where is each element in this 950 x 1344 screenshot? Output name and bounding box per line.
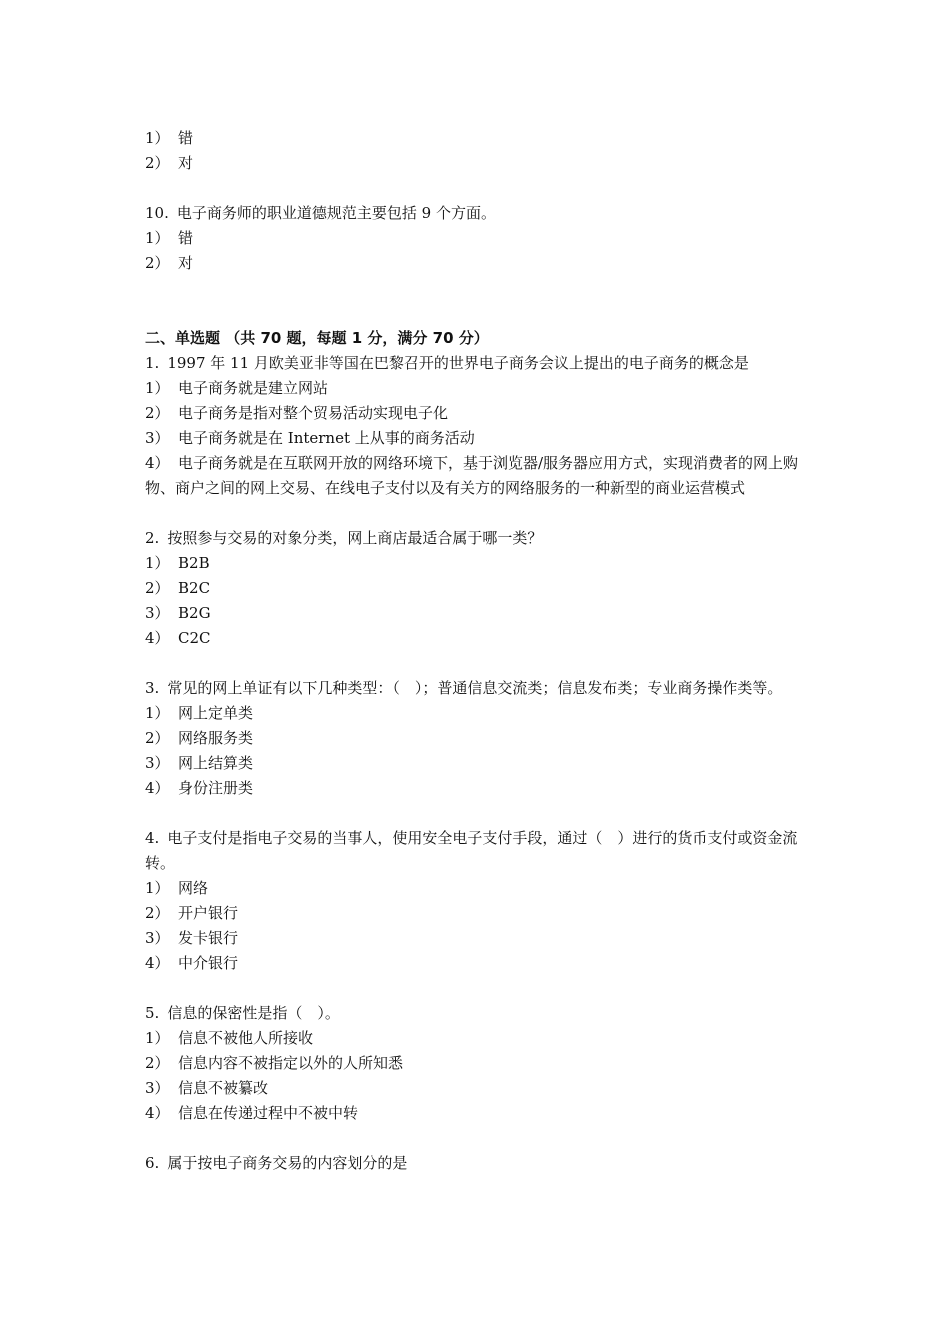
option-item [145,926,810,951]
question-5 [145,1001,810,1126]
document-page [145,126,810,1176]
option-number: 4） [145,954,170,972]
question-text: 1997 年 11 月欧美亚非等国在巴黎召开的世界电子商务会议上提出的电子商务的概念是 [167,354,749,372]
option-text: 对 [178,154,194,172]
question-number: 3. [145,679,160,697]
option-number: 1） [145,554,170,572]
option-number: 2） [145,729,170,747]
question-number: 6. [145,1154,160,1172]
option-number: 3） [145,754,170,772]
option-item [145,151,810,176]
option-text: 信息不被他人所接收 [178,1029,314,1047]
question-text: 常见的网上单证有以下几种类型：（ ）；普通信息交流类；信息发布类；专业商务操作类等。 [167,679,783,697]
option-number: 2） [145,404,170,422]
question-number: 2. [145,529,160,547]
option-text: 对 [178,254,194,272]
question-stem [145,1151,810,1176]
question-text: 电子商务师的职业道德规范主要包括 9 个方面。 [176,204,496,222]
question-number: 10. [145,204,169,222]
option-text: 开户银行 [178,904,239,922]
option-item [145,1026,810,1051]
question-4 [145,826,810,976]
option-text: 电子商务就是建立网站 [178,379,329,397]
option-text: 发卡银行 [178,929,239,947]
option-item [145,576,810,601]
option-number: 2） [145,154,170,172]
option-text: 网络 [178,879,209,897]
question-stem [145,201,810,226]
option-text: B2C [178,579,211,597]
option-number: 1） [145,879,170,897]
option-text: 电子商务是指对整个贸易活动实现电子化 [178,404,449,422]
option-item [145,701,810,726]
option-text: 身份注册类 [178,779,254,797]
option-item [145,226,810,251]
option-text: 错 [178,129,194,147]
option-number: 1） [145,704,170,722]
question-text: 信息的保密性是指（ ）。 [167,1004,340,1022]
spacer [145,976,810,1001]
option-number: 2） [145,254,170,272]
option-item [145,251,810,276]
option-text: C2C [178,629,211,647]
option-item [145,551,810,576]
option-text: 网络服务类 [178,729,254,747]
option-number: 3） [145,604,170,622]
spacer [145,801,810,826]
question-text: 属于按电子商务交易的内容划分的是 [167,1154,408,1172]
option-number: 2） [145,904,170,922]
option-item [145,401,810,426]
option-item [145,1101,810,1126]
question-stem [145,826,810,876]
question-number: 1. [145,354,160,372]
option-text: 网上定单类 [178,704,254,722]
option-item [145,126,810,151]
question-text: 按照参与交易的对象分类，网上商店最适合属于哪一类？ [167,529,543,547]
spacer [145,276,810,326]
option-number: 1） [145,229,170,247]
spacer [145,1126,810,1151]
option-number: 3） [145,1079,170,1097]
question-stem [145,351,810,376]
option-item [145,601,810,626]
option-number: 4） [145,779,170,797]
option-text: 信息在传递过程中不被中转 [178,1104,359,1122]
option-number: 1） [145,129,170,147]
option-item [145,726,810,751]
prev-question-options [145,126,810,176]
option-number: 3） [145,929,170,947]
question-2 [145,526,810,651]
option-item [145,951,810,976]
option-item [145,376,810,401]
question-3 [145,676,810,801]
option-item [145,901,810,926]
option-text: B2G [178,604,211,622]
section-heading: 二、单选题 （共 70 题，每题 1 分，满分 70 分） [145,329,489,347]
option-item [145,426,810,451]
option-item [145,1051,810,1076]
option-number: 1） [145,379,170,397]
question-10 [145,201,810,276]
option-text: 错 [178,229,194,247]
option-text: 中介银行 [178,954,239,972]
question-text: 电子支付是指电子交易的当事人，使用安全电子支付手段，通过（ ）进行的货币支付或资金流转。 [145,829,798,872]
question-number: 5. [145,1004,160,1022]
question-stem [145,676,810,701]
option-text: 电子商务就是在互联网开放的网络环境下，基于浏览器/服务器应用方式，实现消费者的网上购物、商户之间的网上交易、在线电子支付以及有关方的网络服务的一种新型的商业运营模式 [145,454,799,497]
option-number: 4） [145,1104,170,1122]
option-number: 4） [145,629,170,647]
option-number: 1） [145,1029,170,1047]
question-stem [145,526,810,551]
option-text: B2B [178,554,210,572]
option-text: 信息不被纂改 [178,1079,269,1097]
option-text: 电子商务就是在 Internet 上从事的商务活动 [178,429,475,447]
option-item [145,751,810,776]
question-number: 4. [145,829,160,847]
question-1 [145,351,810,501]
question-6 [145,1151,810,1176]
option-number: 2） [145,1054,170,1072]
option-item [145,1076,810,1101]
spacer [145,501,810,526]
spacer [145,651,810,676]
option-number: 4） [145,454,170,472]
option-text: 信息内容不被指定以外的人所知悉 [178,1054,404,1072]
option-text: 网上结算类 [178,754,254,772]
option-item [145,876,810,901]
option-number: 2） [145,579,170,597]
option-item [145,776,810,801]
question-stem [145,1001,810,1026]
option-item-wrapped [145,451,810,501]
spacer [145,176,810,201]
option-number: 3） [145,429,170,447]
option-item [145,626,810,651]
